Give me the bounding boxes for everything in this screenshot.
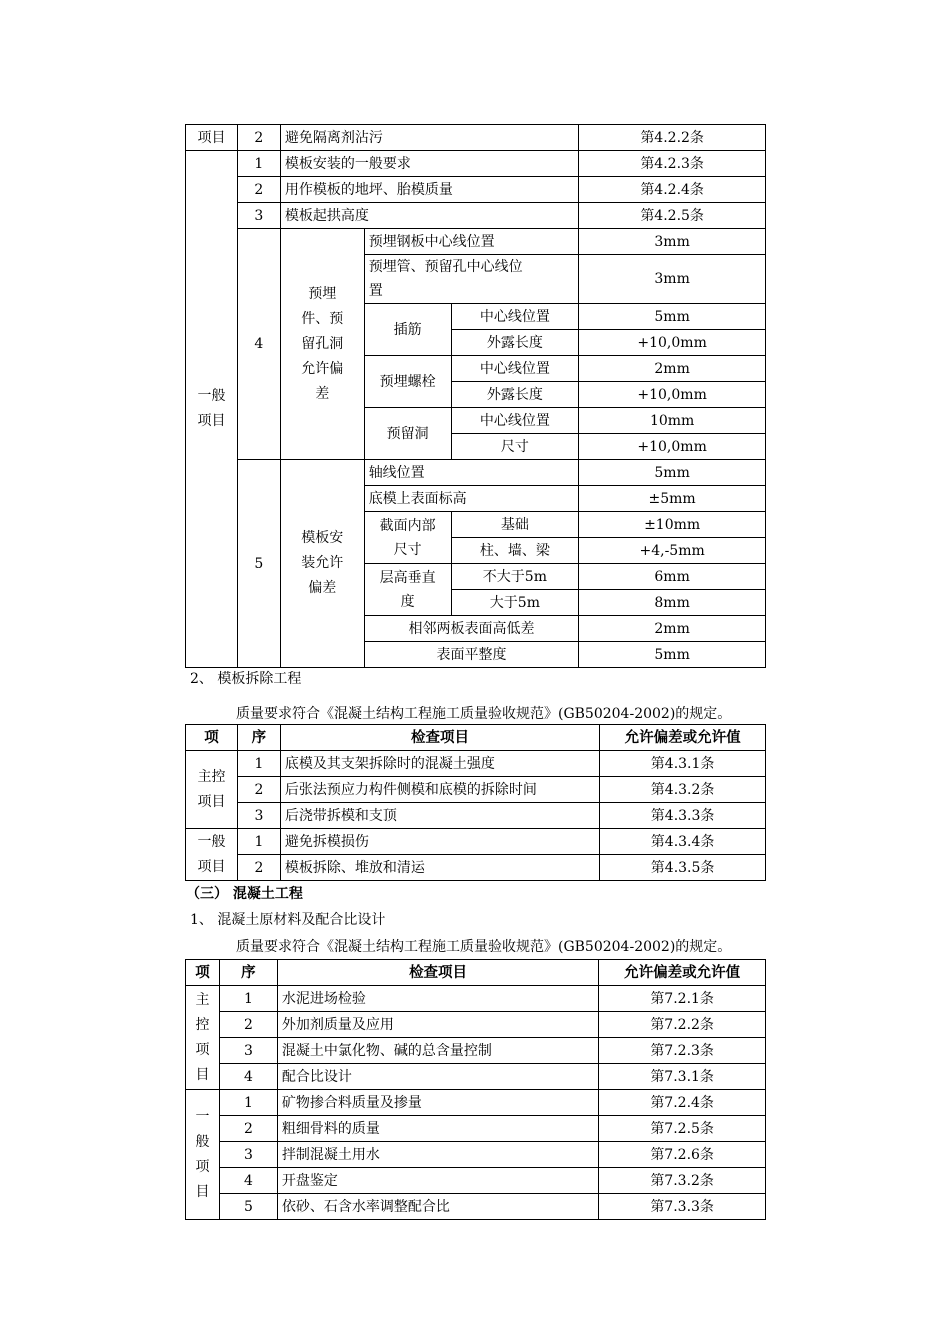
seq-cell: 1 bbox=[237, 829, 280, 855]
item-cell: 后张法预应力构件侧模和底模的拆除时间 bbox=[280, 777, 599, 803]
seq-cell: 2 bbox=[237, 177, 280, 203]
value-cell: 3mm bbox=[579, 255, 766, 304]
column-header: 序 bbox=[237, 725, 280, 751]
seq-cell: 2 bbox=[237, 125, 280, 151]
formwork-install-table bbox=[185, 124, 766, 668]
item-cell: 相邻两板表面高低差 bbox=[364, 616, 579, 642]
value-cell: 5mm bbox=[579, 304, 766, 330]
item-cell: 预埋钢板中心线位置 bbox=[364, 229, 579, 255]
item-cell: 模板安装的一般要求 bbox=[280, 151, 578, 177]
group-label-line: 留孔洞 bbox=[301, 335, 344, 352]
value-cell: 6mm bbox=[579, 564, 766, 590]
section-title: 2、 模板拆除工程 bbox=[190, 671, 302, 687]
sub-item-cell: 基础 bbox=[451, 512, 579, 538]
item-cell: 避免隔离剂沾污 bbox=[280, 125, 578, 151]
table-row bbox=[186, 1038, 766, 1064]
sub-item-cell: 外露长度 bbox=[451, 330, 579, 356]
item-cell: 混凝土中氯化物、碱的总含量控制 bbox=[277, 1038, 598, 1064]
table-row bbox=[186, 1064, 766, 1090]
value-cell: 第7.2.2条 bbox=[599, 1012, 766, 1038]
value-cell: +10,0mm bbox=[579, 330, 766, 356]
seq-cell: 2 bbox=[237, 777, 280, 803]
item-cell: 模板起拱高度 bbox=[280, 203, 578, 229]
table-row bbox=[186, 203, 766, 229]
table-row bbox=[186, 986, 766, 1012]
value-cell: 第4.2.5条 bbox=[579, 203, 766, 229]
category-label: 主 bbox=[195, 991, 210, 1008]
item-cell: 开盘鉴定 bbox=[277, 1168, 598, 1194]
category-label: 控 bbox=[195, 1016, 210, 1033]
table-row bbox=[186, 125, 766, 151]
item-cell: 水泥进场检验 bbox=[277, 986, 598, 1012]
table-row bbox=[186, 177, 766, 203]
seq-cell: 3 bbox=[237, 803, 280, 829]
category-label: 项 bbox=[195, 1158, 210, 1175]
concrete-materials-table bbox=[185, 959, 766, 1220]
item-cell: 配合比设计 bbox=[277, 1064, 598, 1090]
category-cell: 项目 bbox=[186, 125, 238, 151]
sub-item-cell: 中心线位置 bbox=[451, 356, 579, 382]
item-cell: 底模上表面标高 bbox=[364, 486, 579, 512]
value-cell: 第7.3.1条 bbox=[599, 1064, 766, 1090]
value-cell: 第4.3.5条 bbox=[600, 855, 766, 881]
value-cell: 第7.2.5条 bbox=[599, 1116, 766, 1142]
group-label-line: 模板安 bbox=[301, 530, 344, 546]
value-cell: 第4.2.3条 bbox=[579, 151, 766, 177]
table-row bbox=[186, 803, 766, 829]
category-label: 项 bbox=[195, 1041, 210, 1058]
table-row bbox=[186, 460, 766, 486]
item-cell: 矿物掺合料质量及掺量 bbox=[277, 1090, 598, 1116]
value-cell: ±10mm bbox=[579, 512, 766, 538]
value-cell: +10,0mm bbox=[579, 434, 766, 460]
category-cell bbox=[186, 1090, 220, 1220]
category-cell bbox=[186, 751, 238, 829]
table-row bbox=[186, 229, 766, 255]
sub-item-cell: 大于5m bbox=[451, 590, 579, 616]
column-header: 检查项目 bbox=[280, 725, 599, 751]
item-cell: 后浇带拆模和支顶 bbox=[280, 803, 599, 829]
sub-item-cell: 尺寸 bbox=[451, 434, 579, 460]
sub-item-cell: 中心线位置 bbox=[451, 304, 579, 330]
value-cell: 第7.3.2条 bbox=[599, 1168, 766, 1194]
seq-cell: 5 bbox=[219, 1194, 277, 1220]
seq-cell: 3 bbox=[219, 1038, 277, 1064]
seq-cell: 3 bbox=[219, 1142, 277, 1168]
value-cell: 第7.2.6条 bbox=[599, 1142, 766, 1168]
sub-label-line: 层高垂直 bbox=[379, 569, 436, 586]
group-label-line: 差 bbox=[315, 385, 330, 402]
category-label: 项目 bbox=[197, 793, 226, 810]
quality-requirement-text: 质量要求符合《混凝土结构工程施工质量验收规范》(GB50204-2002)的规定。 bbox=[236, 939, 732, 955]
seq-cell: 2 bbox=[219, 1012, 277, 1038]
value-cell: 第4.3.1条 bbox=[600, 751, 766, 777]
item-cell: 避免拆模损伤 bbox=[280, 829, 599, 855]
category-label: 项目 bbox=[197, 858, 226, 875]
item-cell: 轴线位置 bbox=[364, 460, 579, 486]
item-cell: 用作模板的地坪、胎模质量 bbox=[280, 177, 578, 203]
column-header: 允许偏差或允许值 bbox=[599, 960, 766, 986]
table-row bbox=[186, 1116, 766, 1142]
category-label: 一般 bbox=[197, 388, 226, 404]
value-cell: ±5mm bbox=[579, 486, 766, 512]
table-row bbox=[186, 777, 766, 803]
sub-item-cell: 不大于5m bbox=[451, 564, 579, 590]
group-label-line: 件、预 bbox=[301, 310, 344, 327]
sub-item-cell: 柱、墙、梁 bbox=[451, 538, 579, 564]
table-row bbox=[186, 855, 766, 881]
sub-label-cell bbox=[364, 512, 451, 564]
value-cell: 第4.2.4条 bbox=[579, 177, 766, 203]
table-row bbox=[186, 751, 766, 777]
general-category-cell bbox=[186, 151, 238, 668]
value-cell: 2mm bbox=[579, 616, 766, 642]
group-label-cell bbox=[280, 229, 364, 460]
value-cell: 第4.3.2条 bbox=[600, 777, 766, 803]
column-header: 检查项目 bbox=[277, 960, 598, 986]
group-label-line: 装允许 bbox=[301, 555, 344, 571]
column-header: 项 bbox=[186, 725, 238, 751]
value-cell: 10mm bbox=[579, 408, 766, 434]
value-cell: 第7.2.1条 bbox=[599, 986, 766, 1012]
seq-cell: 1 bbox=[237, 151, 280, 177]
value-cell: 第7.3.3条 bbox=[599, 1194, 766, 1220]
category-label: 目 bbox=[195, 1183, 210, 1200]
value-cell: 第7.2.4条 bbox=[599, 1090, 766, 1116]
item-cell bbox=[364, 255, 579, 304]
sub-label-cell: 预埋螺栓 bbox=[364, 356, 451, 408]
seq-cell: 5 bbox=[237, 460, 280, 668]
category-label: 项目 bbox=[197, 413, 226, 429]
table-row bbox=[186, 1194, 766, 1220]
section-title: （三） 混凝土工程 bbox=[186, 886, 303, 902]
value-cell: 2mm bbox=[579, 356, 766, 382]
table-header-row bbox=[186, 960, 766, 986]
sub-label-line: 尺寸 bbox=[393, 541, 422, 558]
category-label: 一般 bbox=[197, 833, 226, 850]
category-label: 一 bbox=[195, 1108, 210, 1125]
table-row bbox=[186, 1168, 766, 1194]
item-cell: 外加剂质量及应用 bbox=[277, 1012, 598, 1038]
value-cell: 第4.3.3条 bbox=[600, 803, 766, 829]
seq-cell: 1 bbox=[219, 1090, 277, 1116]
item-line: 预埋管、预留孔中心线位 bbox=[368, 259, 523, 275]
seq-cell: 4 bbox=[219, 1168, 277, 1194]
formwork-removal-table bbox=[185, 724, 766, 881]
table-row bbox=[186, 1142, 766, 1168]
item-cell: 依砂、石含水率调整配合比 bbox=[277, 1194, 598, 1220]
column-header: 允许偏差或允许值 bbox=[600, 725, 766, 751]
seq-cell: 2 bbox=[219, 1116, 277, 1142]
table-row bbox=[186, 1012, 766, 1038]
seq-cell: 3 bbox=[237, 203, 280, 229]
value-cell: 3mm bbox=[579, 229, 766, 255]
seq-cell: 4 bbox=[219, 1064, 277, 1090]
value-cell: 第7.2.3条 bbox=[599, 1038, 766, 1064]
item-cell: 粗细骨料的质量 bbox=[277, 1116, 598, 1142]
group-label-line: 偏差 bbox=[308, 580, 337, 596]
category-label: 般 bbox=[195, 1133, 210, 1150]
value-cell: 第4.3.4条 bbox=[600, 829, 766, 855]
seq-cell: 2 bbox=[237, 855, 280, 881]
item-line: 置 bbox=[368, 283, 383, 299]
value-cell: 5mm bbox=[579, 460, 766, 486]
category-label: 目 bbox=[195, 1066, 210, 1083]
category-label: 主控 bbox=[197, 768, 226, 785]
value-cell: 5mm bbox=[579, 642, 766, 668]
column-header: 项 bbox=[186, 960, 220, 986]
item-cell: 表面平整度 bbox=[364, 642, 579, 668]
category-cell bbox=[186, 986, 220, 1090]
sub-label-line: 度 bbox=[400, 593, 415, 610]
table-row bbox=[186, 151, 766, 177]
sub-label-cell: 插筋 bbox=[364, 304, 451, 356]
seq-cell: 1 bbox=[219, 986, 277, 1012]
table-header-row bbox=[186, 725, 766, 751]
seq-cell: 1 bbox=[237, 751, 280, 777]
item-cell: 拌制混凝土用水 bbox=[277, 1142, 598, 1168]
sub-label-line: 截面内部 bbox=[379, 517, 436, 534]
seq-cell: 4 bbox=[237, 229, 280, 460]
value-cell: +10,0mm bbox=[579, 382, 766, 408]
value-cell: 8mm bbox=[579, 590, 766, 616]
item-cell: 底模及其支架拆除时的混凝土强度 bbox=[280, 751, 599, 777]
group-label-line: 允许偏 bbox=[301, 360, 344, 377]
quality-requirement-text: 质量要求符合《混凝土结构工程施工质量验收规范》(GB50204-2002)的规定。 bbox=[236, 706, 732, 722]
item-cell: 模板拆除、堆放和清运 bbox=[280, 855, 599, 881]
group-label-line: 预埋 bbox=[308, 285, 337, 302]
subsection-title: 1、 混凝土原材料及配合比设计 bbox=[190, 912, 386, 928]
table-row bbox=[186, 829, 766, 855]
group-label-cell bbox=[280, 460, 364, 668]
sub-item-cell: 外露长度 bbox=[451, 382, 579, 408]
sub-item-cell: 中心线位置 bbox=[451, 408, 579, 434]
category-cell bbox=[186, 829, 238, 881]
value-cell: +4,-5mm bbox=[579, 538, 766, 564]
sub-label-cell bbox=[364, 564, 451, 616]
table-row bbox=[186, 1090, 766, 1116]
value-cell: 第4.2.2条 bbox=[579, 125, 766, 151]
column-header: 序 bbox=[219, 960, 277, 986]
sub-label-cell: 预留洞 bbox=[364, 408, 451, 460]
